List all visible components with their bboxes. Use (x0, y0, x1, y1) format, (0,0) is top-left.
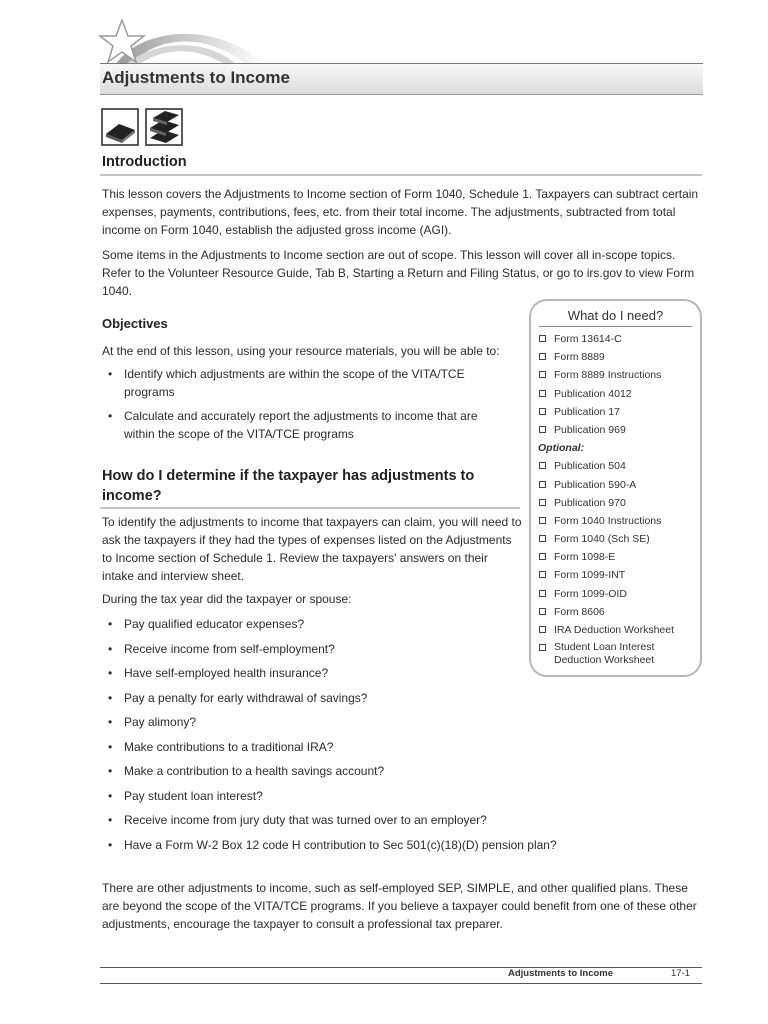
checkbox-icon (539, 608, 546, 615)
question-item: • Have a Form W-2 Box 12 code H contribution to Sec 501(c)(18)(D) pension plan? (102, 836, 642, 861)
optional-label: Optional: (538, 442, 585, 455)
objectives-heading: Objectives (102, 316, 168, 331)
resource-item: Form 1098-E (538, 548, 696, 566)
book-icons (101, 108, 185, 146)
introduction-rule (100, 174, 702, 176)
checkbox-icon (539, 353, 546, 360)
resource-item: Publication 504 (538, 457, 696, 475)
checkbox-icon (539, 499, 546, 506)
determine-paragraph-2: During the tax year did the taxpayer or spouse: (102, 592, 352, 606)
determine-rule (100, 507, 520, 509)
checkbox-icon (539, 462, 546, 469)
resource-item: Publication 17 (538, 403, 696, 421)
footer-rule-bottom (100, 983, 702, 984)
checkbox-icon (539, 408, 546, 415)
checkbox-icon (539, 371, 546, 378)
question-item: • Have self-employed health insurance? (102, 664, 642, 689)
resource-item: Publication 4012 (538, 385, 696, 403)
single-book-icon (102, 109, 138, 145)
introduction-heading: Introduction (102, 154, 187, 170)
footer-label: Adjustments to Income (508, 968, 614, 979)
checkbox-icon (539, 571, 546, 578)
resource-item: Student Loan Interest Deduction Worksheet (538, 639, 696, 671)
checkbox-icon (539, 553, 546, 560)
question-item: • Receive income from self-employment? (102, 640, 642, 665)
resource-item: Publication 590-A (538, 476, 696, 494)
question-item: • Receive income from jury duty that was turned over to an employer? (102, 811, 642, 836)
checkbox-icon (539, 535, 546, 542)
what-do-i-need-title: What do I need? (567, 308, 664, 323)
checkbox-icon (539, 390, 546, 397)
resource-item: Form 13614-C (538, 330, 696, 348)
what-do-i-need-box (529, 299, 702, 677)
page-number: 17-1 (671, 968, 691, 979)
resource-item: Publication 969 (538, 421, 696, 439)
checkbox-icon (539, 481, 546, 488)
resource-list (538, 330, 696, 671)
resource-item: Form 8889 Instructions (538, 366, 696, 384)
resource-item: Publication 970 (538, 494, 696, 512)
resource-item: Form 1099-INT (538, 566, 696, 584)
determine-paragraph-3: There are other adjustments to income, such as self-employed SEP, SIMPLE, and other qualified plans. These are beyond the scope of the VITA/TCE programs. If you believe a taxpayer could benefit from one of these other adjustments, encourage the taxpayer to consult a professional tax preparer. (102, 881, 697, 931)
objective-item: • Identify which adjustments are within the scope of the VITA/TCE programs (102, 365, 502, 401)
resource-item: Form 1040 Instructions (538, 512, 696, 530)
star-logo-icon (96, 18, 266, 66)
determine-paragraph-1: To identify the adjustments to income that taxpayers can claim, you will need to ask the taxpayers if they had the types of expenses listed on the Adjustments to Income section of Schedule 1. Review the taxpayers' answers on their intake and interview sheet. (102, 515, 522, 583)
page-title: Adjustments to Income (102, 68, 290, 87)
objective-item: • Calculate and accurately report the adjustments to income that are within the scope of the VITA/TCE programs (102, 407, 502, 443)
question-item: • Make a contribution to a health savings account? (102, 762, 642, 787)
question-item: • Pay alimony? (102, 713, 642, 738)
objectives-intro: At the end of this lesson, using your resource materials, you will be able to: (102, 344, 500, 358)
resource-item: Form 1099-OID (538, 585, 696, 603)
checkbox-icon (539, 644, 546, 651)
checkbox-icon (539, 517, 546, 524)
question-item: • Pay student loan interest? (102, 787, 642, 812)
resource-item: Form 8606 (538, 603, 696, 621)
what-do-i-need-rule (539, 326, 692, 327)
question-item: • Make contributions to a traditional IRA? (102, 738, 642, 763)
checkbox-icon (539, 426, 546, 433)
question-item: • Pay qualified educator expenses? (102, 615, 642, 640)
checkbox-icon (539, 626, 546, 633)
determine-heading: How do I determine if the taxpayer has adjustments to income? (102, 468, 475, 504)
objectives-list (102, 365, 502, 449)
stacked-books-icon (146, 109, 182, 145)
title-bar (100, 63, 703, 95)
checkbox-icon (539, 335, 546, 342)
resource-item: Form 1040 (Sch SE) (538, 530, 696, 548)
introduction-paragraph-1: This lesson covers the Adjustments to Income section of Form 1040, Schedule 1. Taxpayers can subtract certain expenses, payments, contributions, fees, etc. from their total income. The adjustments, subtracted from total income on Form 1040, establish the adjusted gross income (AGI). (102, 187, 699, 237)
question-item: • Pay a penalty for early withdrawal of savings? (102, 689, 642, 714)
resource-item: Form 8889 (538, 348, 696, 366)
introduction-paragraph-2: Some items in the Adjustments to Income section are out of scope. This lesson will cover all in-scope topics. Refer to the Volunteer Resource Guide, Tab B, Starting a Return and Filing Status, or go to irs.gov to view Form 1040. (102, 248, 695, 298)
resource-item: IRA Deduction Worksheet (538, 621, 696, 639)
checkbox-icon (539, 590, 546, 597)
